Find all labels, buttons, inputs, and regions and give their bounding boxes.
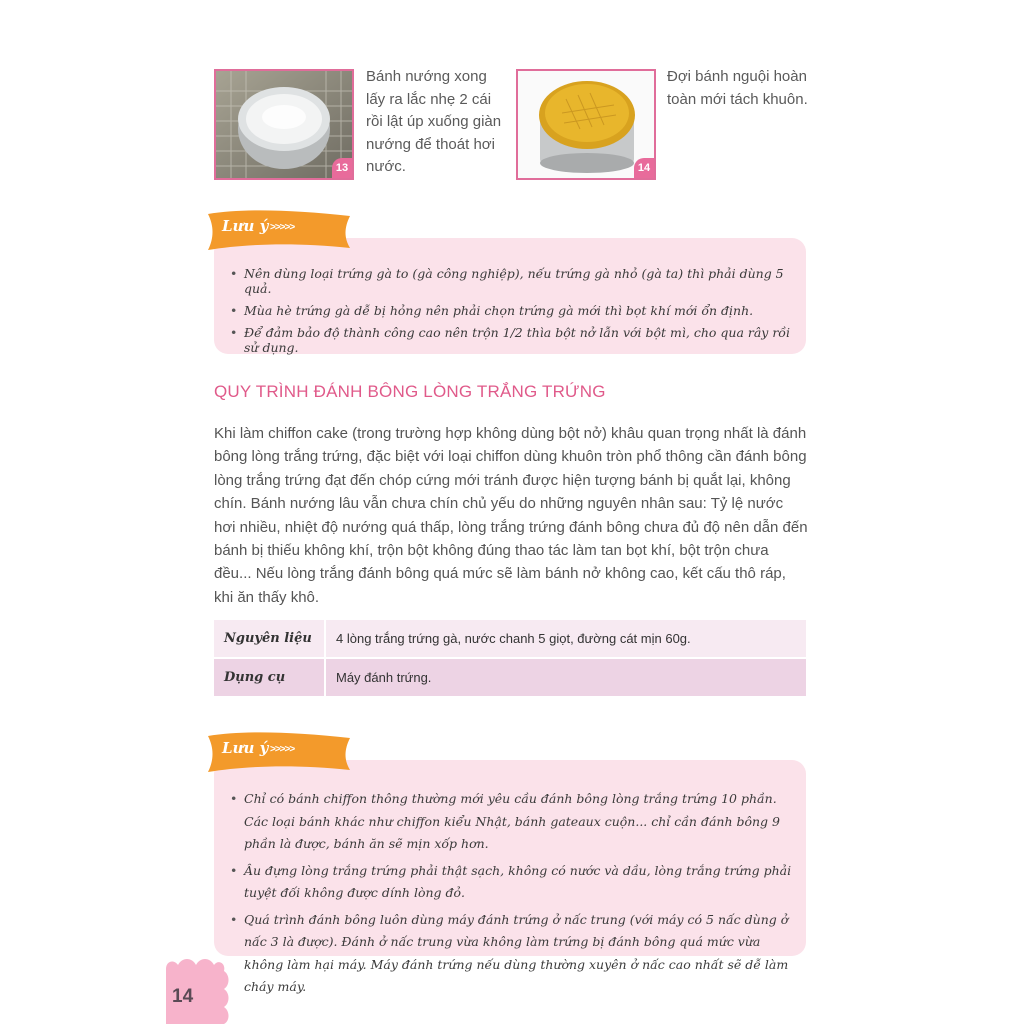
note-1-item: • Để đảm bảo độ thành công cao nên trộn 1/2 thìa bột nở lẫn với bột mì, cho qua rây rồi sử dụng.: [230, 325, 790, 355]
note-1-list: [230, 266, 790, 355]
note-1-tab: [204, 208, 354, 252]
section-body: Khi làm chiffon cake (trong trường hợp không dùng bột nở) khâu quan trọng nhất là đánh bông lòng trắng trứng, đặc biệt với loại chiffon dùng khuôn tròn phổ thông cần đánh bông lòng trắng trứng đạt đến chóp cứng mới tránh được hiện tượng bánh bị quắt lại, không chín. Bánh nướng lâu vẫn chưa chín chủ yếu do những nguyên nhân sau: Tỷ lệ nước hơi nhiều, nhiệt độ nướng quá thấp, lòng trắng trứng đánh bông chưa đủ độ nên dẫn đến bánh bị thiếu không khí, trộn bột không đúng thao tác làm tan bọt khí, bột trộn chưa đều... Nếu lòng trắng đánh bông quá mức sẽ làm bánh nở không cao, kết cấu thô ráp, khi ăn thấy khô.: [214, 425, 808, 606]
cake-pan-on-rack-image: [216, 71, 352, 178]
table-row-label: Nguyên liệu: [214, 620, 325, 658]
note-2-item: • Chỉ có bánh chiffon thông thường mới yêu cầu đánh bông lòng trắng trứng 10 phần. Các loại bánh khác như chiffon kiểu Nhật, bánh gateaux cuộn... chỉ cần đánh bông 9 phần là được, bánh ăn sẽ mịn xốp hơn.: [230, 788, 798, 856]
note-1-item: • Mùa hè trứng gà dễ bị hỏng nên phải chọn trứng gà mới thì bọt khí mới ổn định.: [230, 303, 790, 318]
page-number: 14: [172, 986, 194, 1007]
note-2-item: • Âu đựng lòng trắng trứng phải thật sạch, không có nước và dầu, lòng trắng trứng phải tuyệt đối không được dính lòng đỏ.: [230, 860, 798, 905]
note-2-arrows-icon: >>>>>: [270, 744, 295, 755]
table-row-label: Dụng cụ: [214, 658, 325, 696]
note-2-tab: [204, 730, 354, 774]
step-13-photo: [214, 69, 354, 180]
step-14-photo: [516, 69, 656, 180]
note-2-item: • Quá trình đánh bông luôn dùng máy đánh trứng ở nấc trung (với máy có 5 nấc dùng ở nấc 3 là được). Đánh ở nấc trung vừa không làm trứng bị đánh bông quá mức vừa không làm hại máy. Máy đánh trứng nếu dùng thường xuyên ở nấc cao nhất sẽ dễ làm cháy máy.: [230, 909, 798, 999]
section-title: QUY TRÌNH ĐÁNH BÔNG LÒNG TRẮNG TRỨNG: [214, 382, 606, 401]
note-box-2: [214, 760, 806, 994]
step-13-caption: Bánh nướng xong lấy ra lắc nhẹ 2 cái rồi lật úp xuống giàn nướng để thoát hơi nước.: [366, 68, 502, 175]
table-row-value: 4 lòng trắng trứng gà, nước chanh 5 giọt, đường cát mịn 60g.: [325, 620, 806, 658]
note-1-label: Lưu ý: [222, 217, 269, 235]
cooling-cake-image: [518, 71, 654, 178]
step-13-number-badge: 13: [332, 158, 352, 178]
note-1-arrows-icon: >>>>>: [270, 222, 295, 233]
note-1-item: • Nên dùng loại trứng gà to (gà công nghiệp), nếu trứng gà nhỏ (gà ta) thì phải dùng 5 quả.: [230, 266, 790, 296]
table-row-value: Máy đánh trứng.: [325, 658, 806, 696]
note-2-label: Lưu ý: [222, 739, 269, 757]
note-2-list: [230, 788, 798, 999]
table-row: [214, 658, 806, 696]
ingredient-table: [214, 620, 806, 696]
step-14-number-badge: 14: [634, 158, 654, 178]
note-box-1: [214, 238, 806, 354]
table-row: [214, 620, 806, 658]
step-14-caption: Đợi bánh nguội hoàn toàn mới tách khuôn.: [667, 68, 808, 108]
page-corner-scallop: [160, 955, 230, 1024]
